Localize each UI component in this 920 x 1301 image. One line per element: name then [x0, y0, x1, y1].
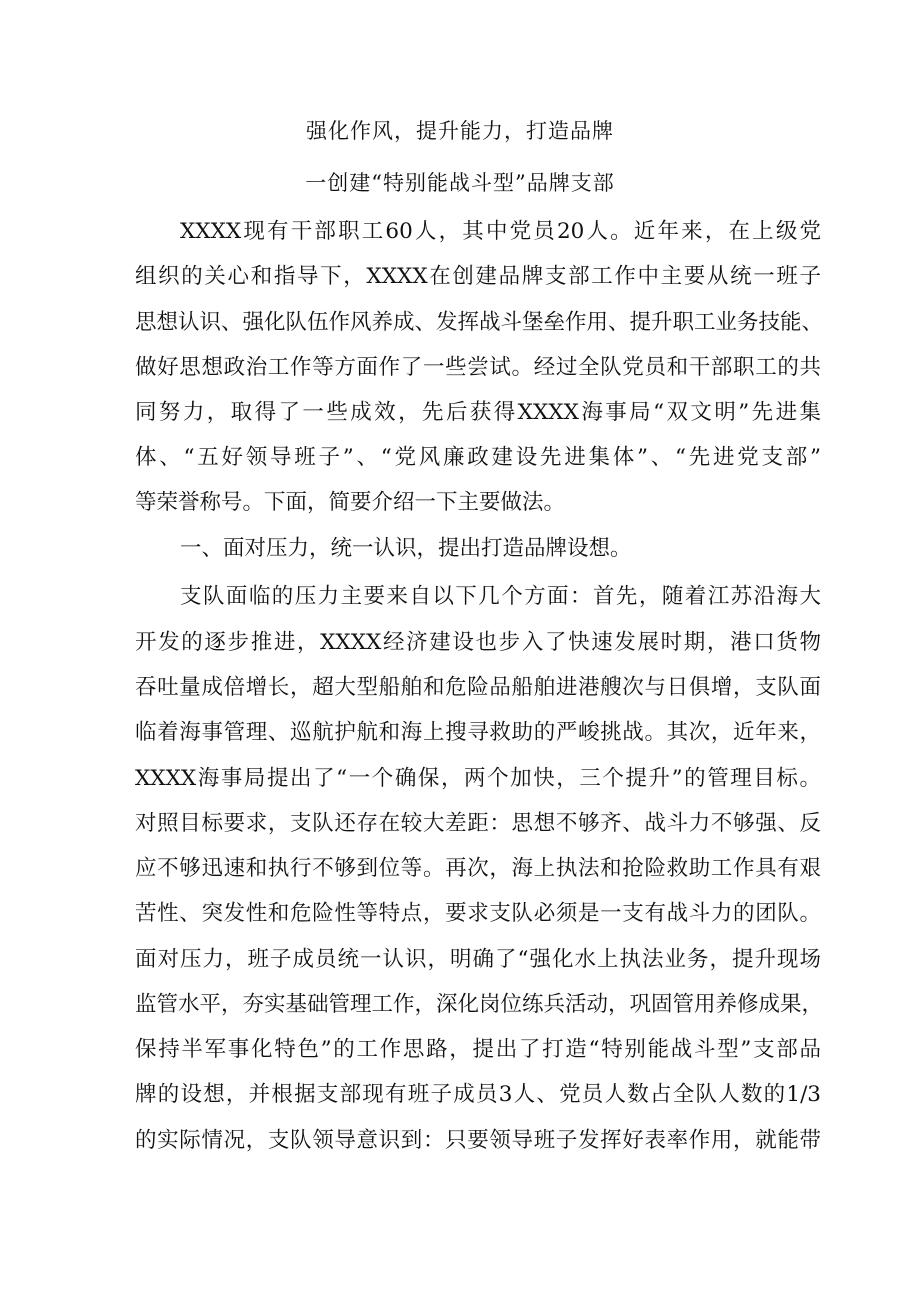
paragraph-line: 组织的关心和指导下，XXXX在创建品牌支部工作中主要从统一班子 [135, 264, 821, 289]
paragraph-line: 思想认识、强化队伍作风养成、发挥战斗堡垒作用、提升职工业务技能、 [135, 310, 824, 335]
paragraph-line: 面对压力，班子成员统一认识，明确了“强化水上执法业务，提升现场 [135, 947, 821, 972]
paragraph-line: 同努力，取得了一些成效，先后获得XXXX海事局“双文明”先进集 [135, 400, 821, 425]
document-title: 强化作风，提升能力，打造品牌 [306, 119, 614, 143]
paragraph-line: 苦性、突发性和危险性等特点，要求支队必须是一支有战斗力的团队。 [135, 901, 821, 926]
paragraph-line: 保持半军事化特色”的工作思路，提出了打造“特别能战斗型”支部品 [135, 1037, 821, 1062]
paragraph-line: 开发的逐步推进，XXXX经济建设也步入了快速发展时期，港口货物 [135, 630, 821, 655]
paragraph-line: 的实际情况，支队领导意识到：只要领导班子发挥好表率作用，就能带 [135, 1128, 821, 1153]
paragraph-line: XXXX现有干部职工60人，其中党员20人。近年来，在上级党 [180, 219, 821, 244]
paragraph-line: 监管水平，夯实基础管理工作，深化岗位练兵活动，巩固管用养修成果， [135, 992, 824, 1017]
section-heading: 一、面对压力，统一认识，提出打造品牌设想。 [180, 536, 632, 561]
paragraph-line: XXXX海事局提出了“一个确保，两个加快，三个提升”的管理目标。 [135, 766, 821, 791]
paragraph-line: 吞吐量成倍增长，超大型船舶和危险品船舶进港艘次与日俱增，支队面 [135, 675, 821, 700]
paragraph-line: 牌的设想，并根据支部现有班子成员3人、党员人数占全队人数的1/3 [135, 1082, 821, 1107]
paragraph-line: 做好思想政治工作等方面作了一些尝试。经过全队党员和干部职工的共 [135, 355, 821, 380]
paragraph-line: 支队面临的压力主要来自以下几个方面：首先，随着江苏沿海大 [180, 584, 821, 609]
paragraph-line: 对照目标要求，支队还存在较大差距：思想不够齐、战斗力不够强、反 [135, 811, 821, 836]
paragraph-line: 临着海事管理、巡航护航和海上搜寻救助的严峻挑战。其次，近年来， [135, 720, 821, 745]
paragraph-line: 应不够迅速和执行不够到位等。再次，海上执法和抢险救助工作具有艰 [135, 856, 821, 881]
paragraph-line: 等荣誉称号。下面，简要介绍一下主要做法。 [135, 490, 566, 515]
paragraph-line: 体、“五好领导班子”、“党风廉政建设先进集体”、“先进党支部” [135, 445, 821, 470]
document-subtitle: 一创建“特别能战斗型”品牌支部 [305, 171, 615, 195]
